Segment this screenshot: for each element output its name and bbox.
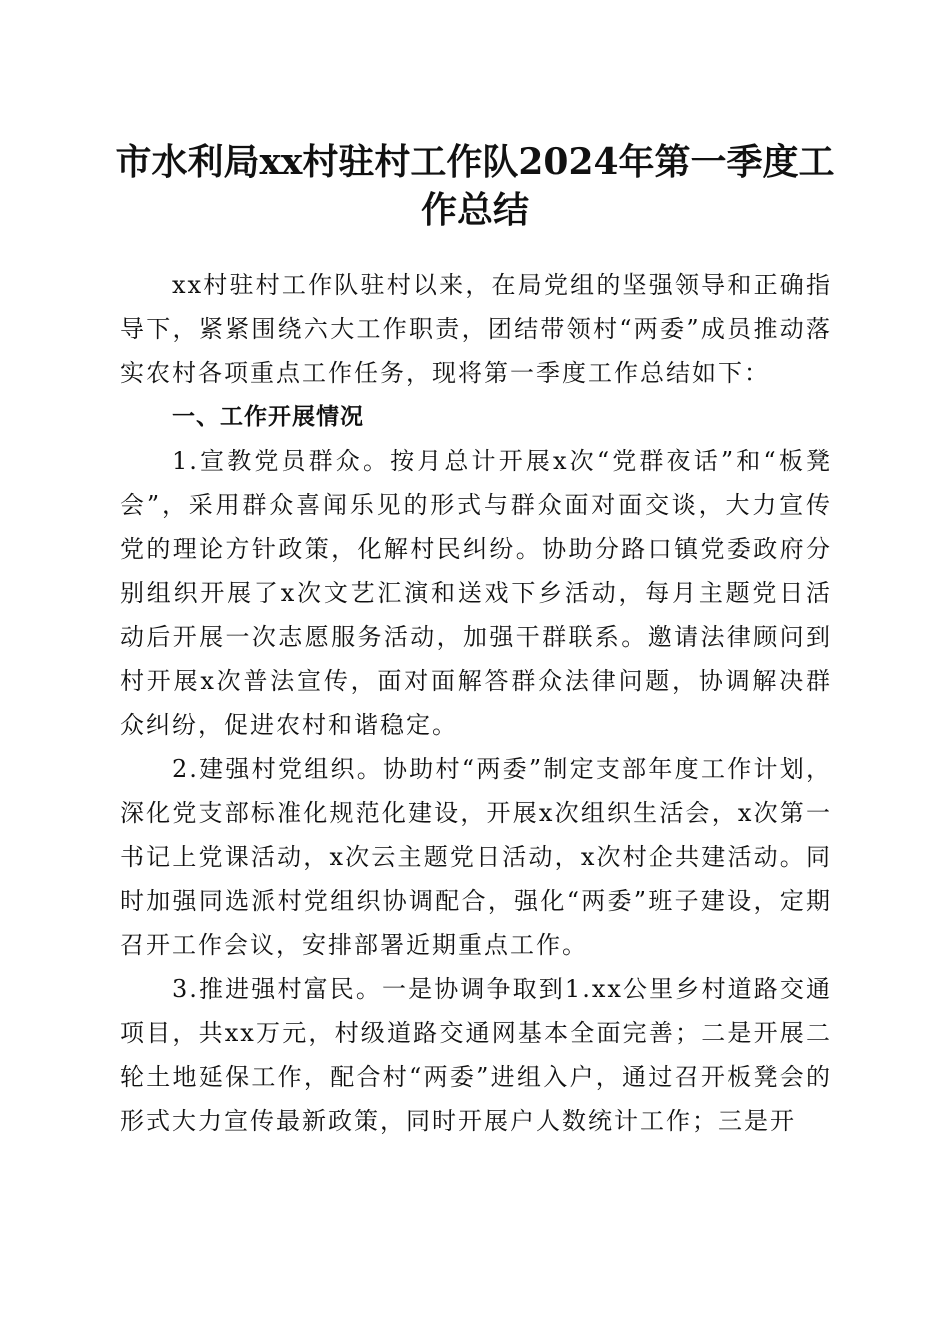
document-body <box>120 250 832 1143</box>
intro-paragraph: xx村驻村工作队驻村以来，在局党组的坚强领导和正确指导下，紧紧围绕六大工作职责，团结带领村“两委”成员推动落实农村各项重点工作任务，现将第一季度工作总结如下： <box>120 271 832 387</box>
paragraph-2: 2.建强村党组织。协助村“两委”制定支部年度工作计划，深化党支部标准化规范化建设，开展x次组织生活会，x次第一书记上党课活动，x次云主题党日活动，x次村企共建活动。同时加强同选派村党组织协调配合，强化“两委”班子建设，定期召开工作会议，安排部署近期重点工作。 <box>120 755 832 959</box>
paragraph-1: 1.宣教党员群众。按月总计开展x次“党群夜话”和“板凳会”，采用群众喜闻乐见的形式与群众面对面交谈，大力宣传党的理论方针政策，化解村民纠纷。协助分路口镇党委政府分别组织开展了x次文艺汇演和送戏下乡活动，每月主题党日活动后开展一次志愿服务活动，加强干群联系。邀请法律顾问到村开展x次普法宣传，面对面解答群众法律问题，协调解决群众纠纷，促进农村和谐稳定。 <box>120 447 832 739</box>
paragraph-3: 3.推进强村富民。一是协调争取到1.xx公里乡村道路交通项目，共xx万元，村级道路交通网基本全面完善；二是开展二轮土地延保工作，配合村“两委”进组入户，通过召开板凳会的形式大力宣传最新政策，同时开展户人数统计工作；三是开 <box>120 975 832 1135</box>
section-heading: 一、工作开展情况 <box>172 404 364 430</box>
document-title: 市水利局xx村驻村工作队2024年第一季度工作总结 <box>115 141 835 231</box>
